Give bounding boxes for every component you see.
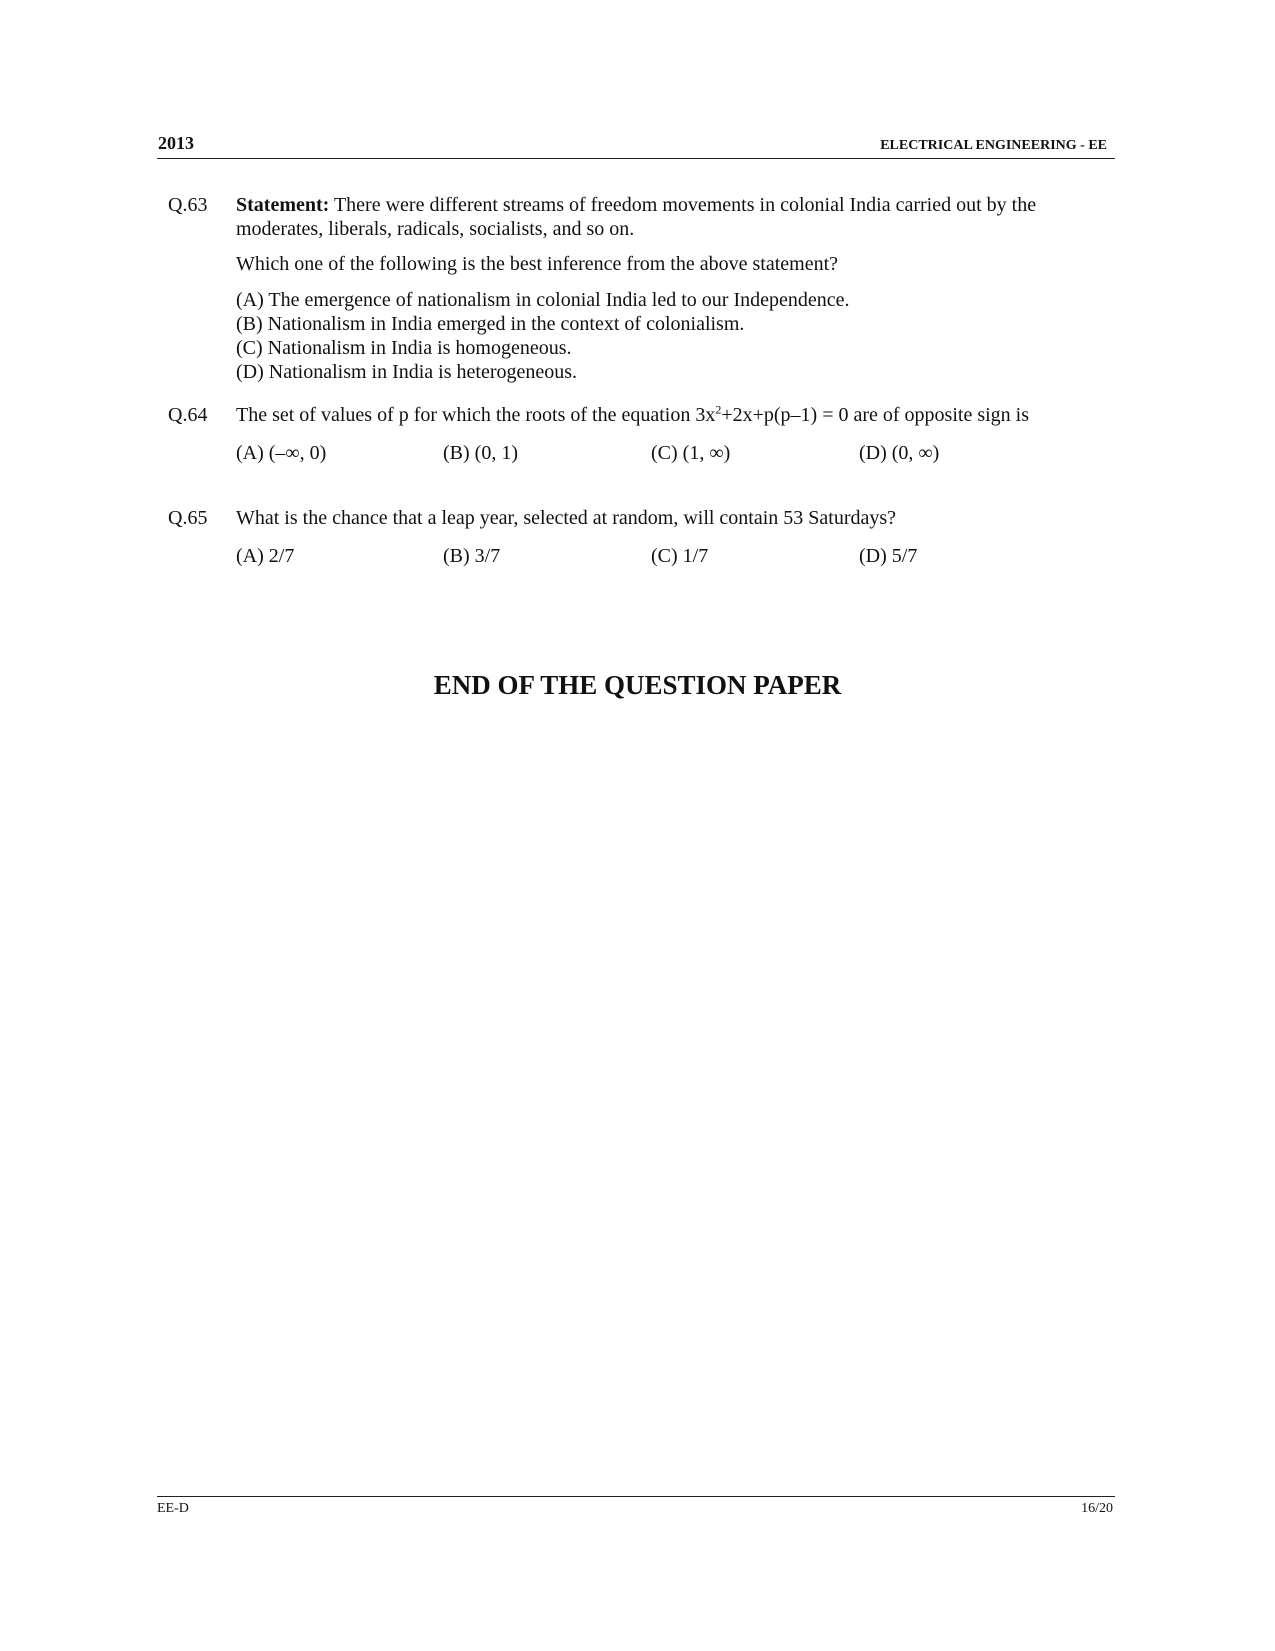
end-of-paper-title: END OF THE QUESTION PAPER <box>433 670 842 700</box>
page-number: 16/20 <box>1081 1501 1113 1516</box>
question-number: Q.64 <box>168 404 208 426</box>
option-c: (C) Nationalism in India is homogeneous. <box>236 337 572 359</box>
paper-code: EE-D <box>157 1501 189 1516</box>
option-c: (C) 1/7 <box>651 545 709 567</box>
page-header <box>157 130 1115 159</box>
option-a: (A) (–∞, 0) <box>236 442 327 464</box>
subject-title: ELECTRICAL ENGINEERING - EE <box>880 138 1107 153</box>
question-prompt: Which one of the following is the best inference from the above statement? <box>236 253 839 275</box>
option-list <box>236 288 1116 384</box>
question-body <box>236 506 1116 568</box>
option-c: (C) (1, ∞) <box>651 442 731 464</box>
equation-exponent: 2 <box>715 402 722 417</box>
question-body <box>236 403 1116 465</box>
equation-text-before: The set of values of p for which the roots of the equation 3x <box>236 404 716 426</box>
statement-label: Statement: <box>236 194 330 216</box>
question-number: Q.63 <box>168 194 208 216</box>
option-d: (D) Nationalism in India is heterogeneous. <box>236 361 578 383</box>
option-a: (A) The emergence of nationalism in colonial India led to our Independence. <box>236 289 850 311</box>
option-b: (B) 3/7 <box>443 545 501 567</box>
statement-text: There were different streams of freedom movements in colonial India carried out by the moderates, liberals, radicals, socialists, and so on. <box>236 194 1037 240</box>
option-d: (D) 5/7 <box>859 545 918 567</box>
question-number: Q.65 <box>168 507 208 529</box>
option-row <box>236 441 1116 465</box>
question-body <box>236 193 1116 384</box>
option-a: (A) 2/7 <box>236 545 295 567</box>
option-row <box>236 544 1116 568</box>
question-statement <box>236 193 1116 241</box>
option-b: (B) Nationalism in India emerged in the context of colonialism. <box>236 313 745 335</box>
question-text <box>236 403 1116 427</box>
option-d: (D) (0, ∞) <box>859 442 940 464</box>
equation-text-after: +2x+p(p–1) = 0 are of opposite sign is <box>721 404 1030 426</box>
page-footer <box>157 1496 1115 1516</box>
option-b: (B) (0, 1) <box>443 442 518 464</box>
exam-year: 2013 <box>158 133 194 153</box>
question-text: What is the chance that a leap year, selected at random, will contain 53 Saturdays? <box>236 507 897 529</box>
